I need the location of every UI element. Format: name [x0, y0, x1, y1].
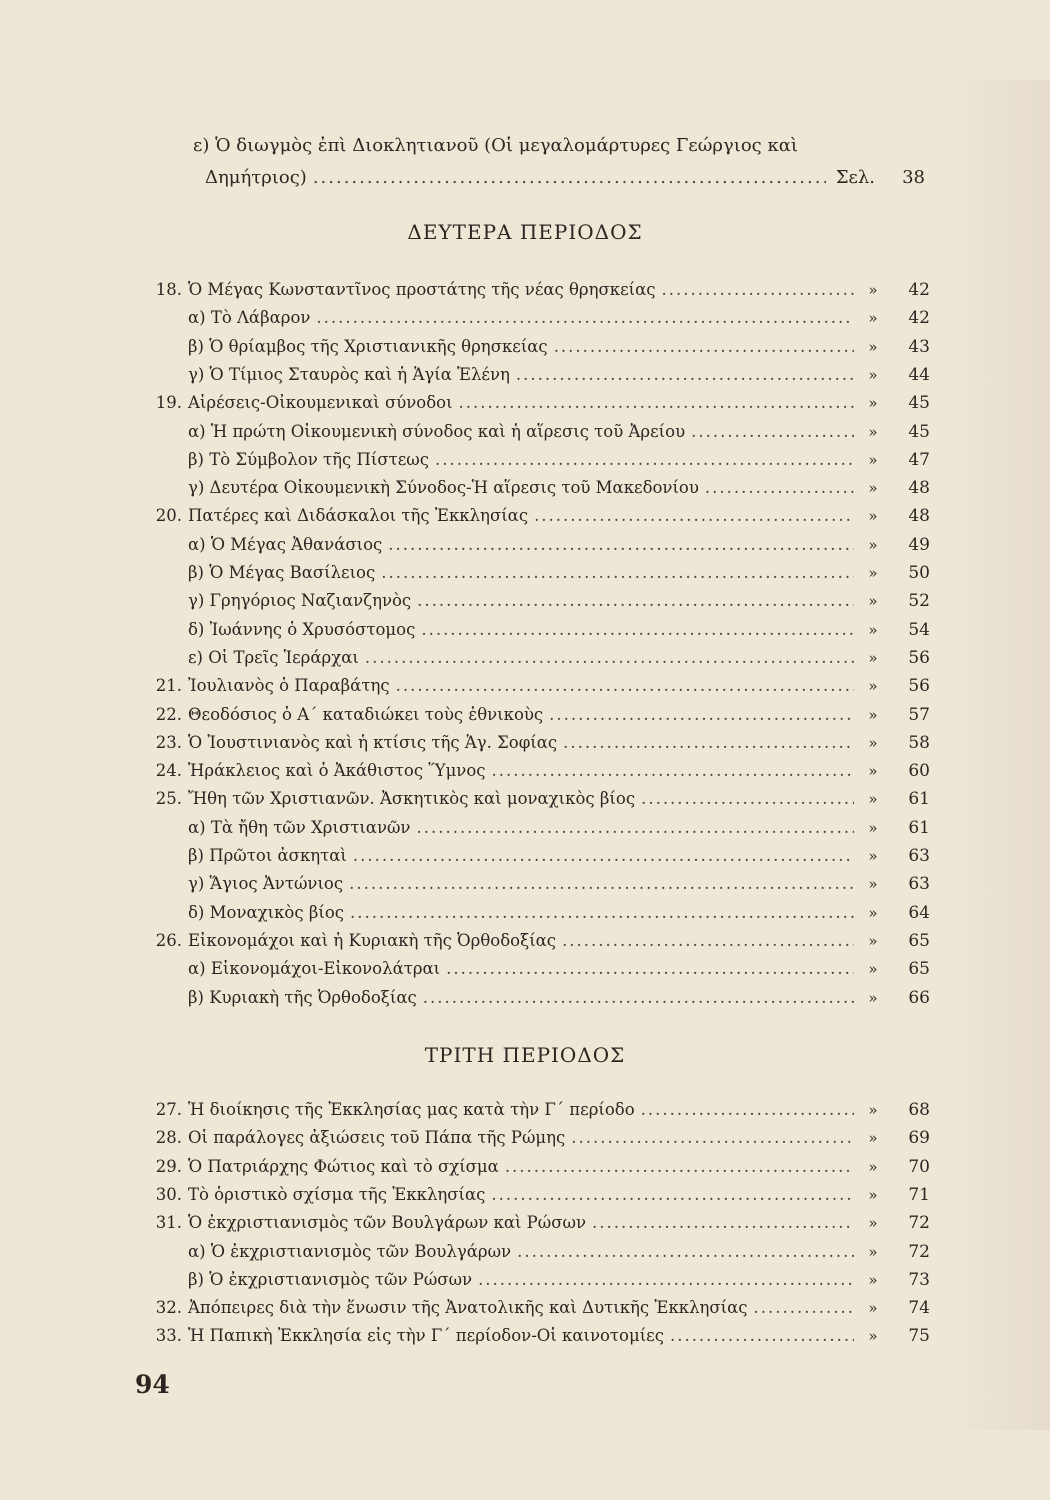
entry-page-number: 48	[908, 478, 930, 499]
toc-row	[130, 620, 930, 648]
toc-row	[130, 506, 930, 534]
entry-title: Ὁ Ἰουστινιανὸς καὶ ἡ κτίσις τῆς Ἁγ. Σοφίας	[188, 732, 558, 752]
entry-title: γ) Ἅγιος Ἀντώνιος	[188, 874, 344, 894]
entry-page-number: 75	[908, 1326, 930, 1347]
entry-number: 26.	[155, 930, 182, 950]
toc-row	[130, 1128, 930, 1156]
ditto-mark: »	[868, 535, 878, 554]
leader-dots	[316, 308, 854, 327]
entry-title: β) Τὸ Σύμβολον τῆς Πίστεως	[188, 449, 429, 469]
entry-title: Τὸ ὁριστικὸ σχίσμα τῆς Ἐκκλησίας	[188, 1184, 486, 1204]
entry-page-number: 63	[908, 874, 930, 895]
leader-dots	[417, 591, 854, 610]
entry-page-number: 54	[908, 619, 930, 640]
entry-title: δ) Μοναχικὸς βίος	[188, 902, 345, 922]
entry-title: Εἰκονομάχοι καὶ ἡ Κυριακὴ τῆς Ὀρθοδοξίας	[188, 930, 557, 950]
entry-title: Ὁ Πατριάρχης Φώτιος καὶ τὸ σχίσμα	[188, 1156, 499, 1176]
intro-line-1: ε) Ὁ διωγμὸς ἐπὶ Διοκλητιανοῦ (Οἱ μεγαλομάρτυρες Γεώργιος καὶ	[193, 135, 798, 156]
ditto-mark: »	[868, 988, 878, 1007]
entry-number: 22.	[155, 704, 182, 724]
entry-title: γ) Ὁ Τίμιος Σταυρὸς καὶ ἡ Ἁγία Ἑλένη	[188, 364, 510, 384]
entry-body	[188, 818, 860, 837]
ditto-mark: »	[868, 818, 878, 837]
entry-page-number: 71	[908, 1184, 930, 1205]
entry-body	[188, 1242, 860, 1261]
toc-row	[130, 988, 930, 1016]
entry-body	[188, 1326, 860, 1345]
leader-dots	[592, 1213, 854, 1232]
entry-body	[188, 620, 860, 639]
toc-row	[130, 733, 930, 761]
toc-row	[130, 591, 930, 619]
ditto-mark: »	[868, 309, 878, 328]
toc-row	[130, 365, 930, 393]
entry-page-number: 57	[908, 704, 930, 725]
toc-row	[130, 1185, 930, 1213]
entry-number: 30.	[155, 1184, 182, 1204]
entry-title: β) Ὁ Μέγας Βασίλειος	[188, 563, 376, 582]
ditto-mark: »	[868, 847, 878, 865]
ditto-mark: »	[868, 281, 878, 299]
entry-page-number: 45	[908, 421, 930, 442]
entry-number: 21.	[155, 676, 182, 696]
toc-row	[130, 846, 930, 874]
entry-number: 24.	[155, 761, 182, 781]
ditto-mark: »	[868, 1185, 878, 1204]
entry-title: ε) Οἱ Τρεῖς Ἱεράρχαι	[188, 647, 359, 667]
entry-page-number: 73	[908, 1269, 930, 1290]
entry-body	[188, 1100, 860, 1119]
entry-body	[188, 1298, 860, 1317]
entry-body	[188, 959, 860, 978]
entry-body	[188, 789, 860, 808]
entry-page-number: 56	[908, 676, 930, 697]
toc-row	[130, 422, 930, 450]
ditto-mark: »	[868, 507, 878, 526]
entry-page-number: 42	[908, 280, 930, 300]
entry-body	[188, 450, 860, 469]
ditto-mark: »	[868, 677, 878, 696]
entry-page-number: 43	[908, 336, 930, 357]
toc-row	[130, 1100, 930, 1128]
ditto-mark: »	[868, 931, 878, 950]
toc-row	[130, 563, 930, 591]
ditto-mark: »	[868, 790, 878, 809]
leader-dots	[516, 365, 854, 384]
leader-dots	[423, 988, 854, 1007]
ditto-mark: »	[868, 762, 878, 781]
entry-body	[188, 563, 860, 582]
entry-title: γ) Δευτέρα Οἰκουμενικὴ Σύνοδος-Ἡ αἵρεσις τοῦ Μακεδονίου	[188, 478, 699, 498]
toc-row	[130, 676, 930, 704]
leader-dots	[353, 846, 854, 865]
toc-row	[130, 280, 930, 308]
entry-body	[188, 846, 860, 865]
entry-page-number: 47	[908, 449, 930, 470]
ditto-mark: »	[868, 1242, 878, 1261]
entry-body	[188, 393, 860, 412]
section-heading-third-period: ΤΡΙΤΗ ΠΕΡΙΟΔΟΣ	[424, 1043, 626, 1067]
intro-page-number: 38	[902, 167, 925, 188]
entry-title: α) Ὁ Μέγας Ἀθανάσιος	[188, 534, 383, 554]
entry-page-number: 69	[908, 1128, 930, 1149]
ditto-mark: »	[868, 1101, 878, 1119]
leader-dots	[446, 959, 854, 978]
entry-title: Ἡ διοίκησις τῆς Ἐκκλησίας μας κατὰ τὴν Γ΄ περίοδο	[188, 1100, 635, 1119]
entry-body	[188, 676, 860, 695]
intro-line-2-text: Δημήτριος)	[205, 167, 307, 188]
entry-number: 33.	[155, 1326, 182, 1346]
entry-page-number: 50	[908, 563, 930, 583]
entry-page-number: 65	[908, 930, 930, 951]
ditto-mark: »	[868, 394, 878, 413]
leader-dots	[670, 1326, 854, 1345]
intro-line-2	[205, 167, 925, 188]
entry-page-number: 58	[908, 732, 930, 753]
entry-page-number: 70	[908, 1156, 930, 1177]
leader-dots	[641, 789, 854, 808]
leader-dots	[421, 620, 854, 639]
entry-body	[188, 1213, 860, 1232]
entry-page-number: 48	[908, 506, 930, 527]
entry-body	[188, 1185, 860, 1204]
entry-title: Θεοδόσιος ὁ Α΄ καταδιώκει τοὺς ἐθνικοὺς	[188, 704, 544, 724]
leader-dots	[641, 1100, 854, 1119]
entry-body	[188, 422, 860, 441]
entry-title: β) Πρῶτοι ἀσκηταὶ	[188, 846, 347, 865]
leader-dots	[705, 478, 854, 497]
entry-page-number: 63	[908, 846, 930, 866]
ditto-mark: »	[868, 1129, 878, 1148]
toc-row	[130, 337, 930, 365]
ditto-mark: »	[868, 620, 878, 639]
page-abbrev-label: Σελ.	[835, 167, 875, 188]
entry-number: 25.	[155, 789, 182, 809]
entry-page-number: 65	[908, 959, 930, 980]
ditto-mark: »	[868, 450, 878, 469]
leader-dots	[350, 903, 854, 922]
entry-body	[188, 733, 860, 752]
entry-title: β) Κυριακὴ τῆς Ὀρθοδοξίας	[188, 987, 417, 1007]
ditto-mark: »	[868, 1327, 878, 1346]
leader-dots	[492, 761, 854, 780]
entry-body	[188, 874, 860, 893]
ditto-mark: »	[868, 365, 878, 384]
entry-title: Ἤθη τῶν Χριστιανῶν. Ἀσκητικὸς καὶ μοναχικὸς βίος	[188, 789, 636, 809]
ditto-mark: »	[868, 1299, 878, 1318]
leader-dots	[563, 733, 854, 752]
toc-row	[130, 478, 930, 506]
leader-dots	[754, 1298, 854, 1317]
facing-page-shadow	[940, 80, 1050, 1430]
entry-number: 29.	[155, 1156, 182, 1176]
toc-row	[130, 308, 930, 336]
leader-dots	[313, 167, 826, 188]
ditto-mark: »	[868, 705, 878, 724]
entry-body	[188, 1270, 860, 1289]
ditto-mark: »	[868, 875, 878, 894]
entry-title: β) Ὁ ἐκχριστιανισμὸς τῶν Ρώσων	[188, 1269, 473, 1289]
toc-row	[130, 1270, 930, 1298]
entry-body	[188, 1128, 860, 1147]
toc-row	[130, 450, 930, 478]
ditto-mark: »	[868, 592, 878, 611]
entry-page-number: 49	[908, 534, 930, 555]
toc-row	[130, 931, 930, 959]
toc-row	[130, 648, 930, 676]
entry-number: 28.	[155, 1128, 182, 1148]
entry-title: Ὁ ἐκχριστιανισμὸς τῶν Βουλγάρων καὶ Ρώσων	[188, 1213, 586, 1233]
entry-body	[188, 761, 860, 780]
ditto-mark: »	[868, 733, 878, 752]
entry-page-number: 44	[908, 364, 930, 385]
entry-title: α) Τὸ Λάβαρον	[188, 308, 311, 328]
entry-body	[188, 280, 860, 299]
leader-dots	[662, 280, 855, 299]
toc-row	[130, 903, 930, 931]
toc-row	[130, 705, 930, 733]
leader-dots	[396, 676, 854, 695]
ditto-mark: »	[868, 564, 878, 582]
ditto-mark: »	[868, 479, 878, 498]
entry-title: Ὁ Μέγας Κωνσταντῖνος προστάτης τῆς νέας θρησκείας	[188, 280, 656, 299]
leader-dots	[491, 1185, 854, 1204]
entry-body	[188, 308, 860, 327]
leader-dots	[349, 874, 854, 893]
entry-number: 23.	[155, 732, 182, 752]
leader-dots	[459, 393, 854, 412]
toc-row	[130, 535, 930, 563]
entry-page-number: 52	[908, 591, 930, 612]
entry-body	[188, 478, 860, 497]
leader-dots	[381, 563, 854, 582]
entry-title: δ) Ἰωάννης ὁ Χρυσόστομος	[188, 619, 416, 639]
toc-row	[130, 818, 930, 846]
entry-body	[188, 365, 860, 384]
leader-dots	[478, 1270, 854, 1289]
entry-page-number: 61	[908, 789, 930, 810]
leader-dots	[562, 931, 854, 950]
entry-body	[188, 535, 860, 554]
ditto-mark: »	[868, 422, 878, 441]
entry-number: 20.	[155, 506, 182, 526]
ditto-mark: »	[868, 1214, 878, 1233]
entry-body	[188, 903, 860, 922]
entry-number: 32.	[155, 1298, 182, 1318]
entry-body	[188, 591, 860, 610]
entry-title: α) Ἡ πρώτη Οἰκουμενικὴ σύνοδος καὶ ἡ αἵρεσις τοῦ Ἀρείου	[188, 421, 686, 441]
toc-row	[130, 1157, 930, 1185]
entry-title: Ἡ Παπικὴ Ἐκκλησία εἰς τὴν Γ΄ περίοδον-Οἱ καινοτομίες	[188, 1326, 664, 1346]
entry-title: α) Τὰ ἤθη τῶν Χριστιανῶν	[188, 817, 411, 837]
ditto-mark: »	[868, 1157, 878, 1176]
ditto-mark: »	[868, 648, 878, 667]
leader-dots	[416, 818, 854, 837]
ditto-mark: »	[868, 1270, 878, 1289]
leader-dots	[534, 506, 854, 525]
entry-title: Ἀπόπειρες διὰ τὴν ἕνωσιν τῆς Ἀνατολικῆς καὶ Δυτικῆς Ἐκκλησίας	[188, 1298, 748, 1318]
entry-body	[188, 648, 860, 667]
toc-row	[130, 1213, 930, 1241]
entry-number: 31.	[155, 1213, 182, 1233]
entry-page-number: 68	[908, 1100, 930, 1120]
entry-number: 19.	[155, 393, 182, 413]
entry-page-number: 64	[908, 902, 930, 923]
section-heading-second-period: ΔΕΥΤΕΡΑ ΠΕΡΙΟΔΟΣ	[407, 220, 643, 244]
entry-page-number: 66	[908, 987, 930, 1008]
entry-title: β) Ὁ θρίαμβος τῆς Χριστιανικῆς θρησκείας	[188, 336, 548, 356]
leader-dots	[691, 422, 854, 441]
entry-number: 27.	[155, 1100, 182, 1119]
entry-body	[188, 506, 860, 525]
entry-title: Οἱ παράλογες ἀξιώσεις τοῦ Πάπα τῆς Ρώμης	[188, 1128, 566, 1148]
leader-dots	[554, 337, 854, 356]
entry-page-number: 45	[908, 393, 930, 414]
entry-body	[188, 1157, 860, 1176]
entry-body	[188, 705, 860, 724]
toc-row	[130, 959, 930, 987]
page-number: 94	[135, 1370, 170, 1399]
toc-row	[130, 789, 930, 817]
leader-dots	[435, 450, 854, 469]
entry-page-number: 61	[908, 817, 930, 838]
entry-title: α) Εἰκονομάχοι-Εἰκονολάτραι	[188, 959, 441, 979]
entry-page-number: 72	[908, 1213, 930, 1234]
leader-dots	[571, 1128, 854, 1147]
leader-dots	[365, 648, 854, 667]
toc-row	[130, 761, 930, 789]
entry-page-number: 60	[908, 761, 930, 782]
entry-title: α) Ὁ ἐκχριστιανισμὸς τῶν Βουλγάρων	[188, 1241, 512, 1261]
entry-number: 18.	[155, 280, 182, 299]
ditto-mark: »	[868, 960, 878, 979]
toc-row	[130, 1326, 930, 1354]
entry-page-number: 42	[908, 308, 930, 329]
entry-page-number: 74	[908, 1298, 930, 1319]
entry-body	[188, 931, 860, 950]
entry-title: Ἡράκλειος καὶ ὁ Ἀκάθιστος Ὕμνος	[188, 761, 486, 781]
toc-row	[130, 1242, 930, 1270]
toc-row	[130, 1298, 930, 1326]
entry-page-number: 72	[908, 1241, 930, 1262]
leader-dots	[505, 1157, 854, 1176]
entry-page-number: 56	[908, 647, 930, 668]
entry-body	[188, 337, 860, 356]
leader-dots	[517, 1242, 854, 1261]
entry-title: Ἰουλιανὸς ὁ Παραβάτης	[188, 676, 390, 696]
entry-title: γ) Γρηγόριος Ναζιανζηνὸς	[188, 591, 412, 611]
toc-row	[130, 874, 930, 902]
entry-body	[188, 988, 860, 1007]
leader-dots	[388, 535, 854, 554]
toc-row	[130, 393, 930, 421]
ditto-mark: »	[868, 337, 878, 356]
ditto-mark: »	[868, 903, 878, 922]
leader-dots	[549, 705, 854, 724]
entry-title: Αἱρέσεις-Οἰκουμενικαὶ σύνοδοι	[188, 393, 453, 413]
entry-title: Πατέρες καὶ Διδάσκαλοι τῆς Ἐκκλησίας	[188, 506, 529, 526]
